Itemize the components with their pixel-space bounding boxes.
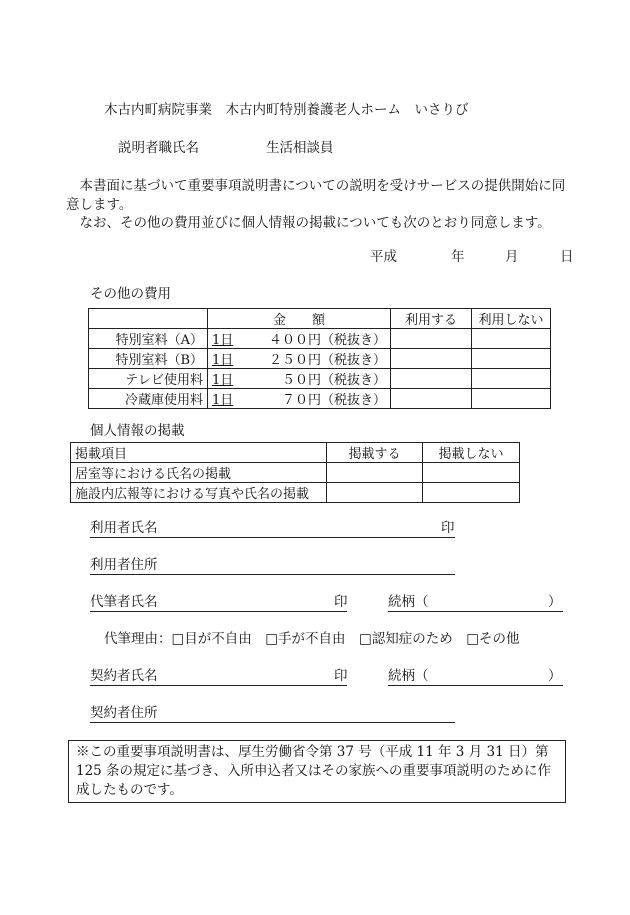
fee-item: テレビ使用料 xyxy=(89,369,208,389)
contractor-relation-line[interactable] xyxy=(388,685,563,686)
fee-unit: 1日 xyxy=(212,333,234,348)
privacy-title: 個人情報の掲載 xyxy=(90,423,185,439)
explainer-label: 説明者職氏名 xyxy=(118,140,199,156)
fee-use-checkbox-cell[interactable] xyxy=(391,349,472,369)
table-row xyxy=(89,329,551,349)
fee-amount-cell xyxy=(208,349,391,369)
fees-header-not-use: 利用しない xyxy=(472,309,551,329)
date-day: 日 xyxy=(560,249,574,265)
fee-use-checkbox-cell[interactable] xyxy=(391,329,472,349)
fee-amount-cell xyxy=(208,329,391,349)
user-name-line[interactable] xyxy=(90,537,455,538)
fee-unit: 1日 xyxy=(212,353,234,368)
fee-amount: ７０円（税抜き） xyxy=(281,393,386,408)
fee-unit: 1日 xyxy=(212,373,234,388)
proxy-relation-line[interactable] xyxy=(388,611,563,612)
fee-not-use-checkbox-cell[interactable] xyxy=(472,329,551,349)
privacy-publish-checkbox-cell[interactable] xyxy=(327,463,423,483)
fee-not-use-checkbox-cell[interactable] xyxy=(472,349,551,369)
date-year: 年 xyxy=(451,249,465,265)
relation-label: 続柄（ xyxy=(388,594,429,610)
fee-amount-cell xyxy=(208,389,391,409)
privacy-not-publish-checkbox-cell[interactable] xyxy=(423,463,520,483)
proxy-name-label: 代筆者氏名 xyxy=(90,594,158,610)
fee-amount: ４００円（税抜き） xyxy=(268,333,386,348)
seal-mark: 印 xyxy=(441,520,455,536)
fee-unit: 1日 xyxy=(212,393,234,408)
contractor-name-label: 契約者氏名 xyxy=(90,668,158,684)
contractor-name-line[interactable] xyxy=(90,685,347,686)
table-row xyxy=(71,463,520,483)
privacy-table xyxy=(70,442,520,503)
table-row xyxy=(71,483,520,503)
relation-label: 続柄（ xyxy=(388,668,429,684)
contractor-address-label: 契約者住所 xyxy=(90,705,158,721)
relation-close: ） xyxy=(548,594,562,610)
fee-item: 特別室料（A） xyxy=(89,329,208,349)
fee-use-checkbox-cell[interactable] xyxy=(391,369,472,389)
table-row xyxy=(89,369,551,389)
seal-mark: 印 xyxy=(334,594,348,610)
fees-header-item xyxy=(89,309,208,329)
seal-mark: 印 xyxy=(334,668,348,684)
explainer-value: 生活相談員 xyxy=(266,140,334,156)
fee-not-use-checkbox-cell[interactable] xyxy=(472,369,551,389)
privacy-publish-checkbox-cell[interactable] xyxy=(327,483,423,503)
footnote-box: ※この重要事項説明書は、厚生労働省令第 37 号（平成 11 年 3 月 31 日）第 125 条の規定に基づき、入所申込者又はその家族への重要事項説明のために作成したものです。 xyxy=(68,740,566,803)
table-row xyxy=(89,349,551,369)
proxy-name-line[interactable] xyxy=(90,611,347,612)
fee-item: 特別室料（B） xyxy=(89,349,208,369)
relation-close: ） xyxy=(548,668,562,684)
table-row xyxy=(89,389,551,409)
privacy-item: 施設内広報等における写真や氏名の掲載 xyxy=(71,483,327,503)
fee-use-checkbox-cell[interactable] xyxy=(391,389,472,409)
fees-title: その他の費用 xyxy=(90,286,171,302)
privacy-header-not-publish: 掲載しない xyxy=(423,443,520,463)
privacy-header-item: 掲載項目 xyxy=(71,443,327,463)
contractor-address-line[interactable] xyxy=(90,722,455,723)
fee-item: 冷蔵庫使用料 xyxy=(89,389,208,409)
fee-amount-cell xyxy=(208,369,391,389)
privacy-item: 居室等における氏名の掲載 xyxy=(71,463,327,483)
privacy-header-publish: 掲載する xyxy=(327,443,423,463)
date-era: 平成 xyxy=(370,249,397,265)
fees-table xyxy=(88,308,551,409)
consent-paragraph-2: なお、その他の費用並びに個人情報の掲載についても次のとおり同意します。 xyxy=(79,215,551,231)
user-name-label: 利用者氏名 xyxy=(90,520,158,536)
fee-amount: ２５０円（税抜き） xyxy=(268,353,386,368)
privacy-not-publish-checkbox-cell[interactable] xyxy=(423,483,520,503)
fees-header-amount: 金 額 xyxy=(208,309,391,329)
fees-header-use: 利用する xyxy=(391,309,472,329)
facility-line: 木古内町病院事業 木古内町特別養護老人ホーム いさりび xyxy=(104,102,469,118)
fee-amount: ５０円（税抜き） xyxy=(281,373,386,388)
date-month: 月 xyxy=(505,249,519,265)
consent-paragraph-1: 本書面に基づいて重要事項説明書についての説明を受けサービスの提供開始に同意します。 xyxy=(66,178,566,213)
user-address-label: 利用者住所 xyxy=(90,557,158,573)
user-address-line[interactable] xyxy=(90,574,455,575)
proxy-reason: 代筆理由：□目が不自由 □手が不自由 □認知症のため □その他 xyxy=(104,631,520,647)
fee-not-use-checkbox-cell[interactable] xyxy=(472,389,551,409)
